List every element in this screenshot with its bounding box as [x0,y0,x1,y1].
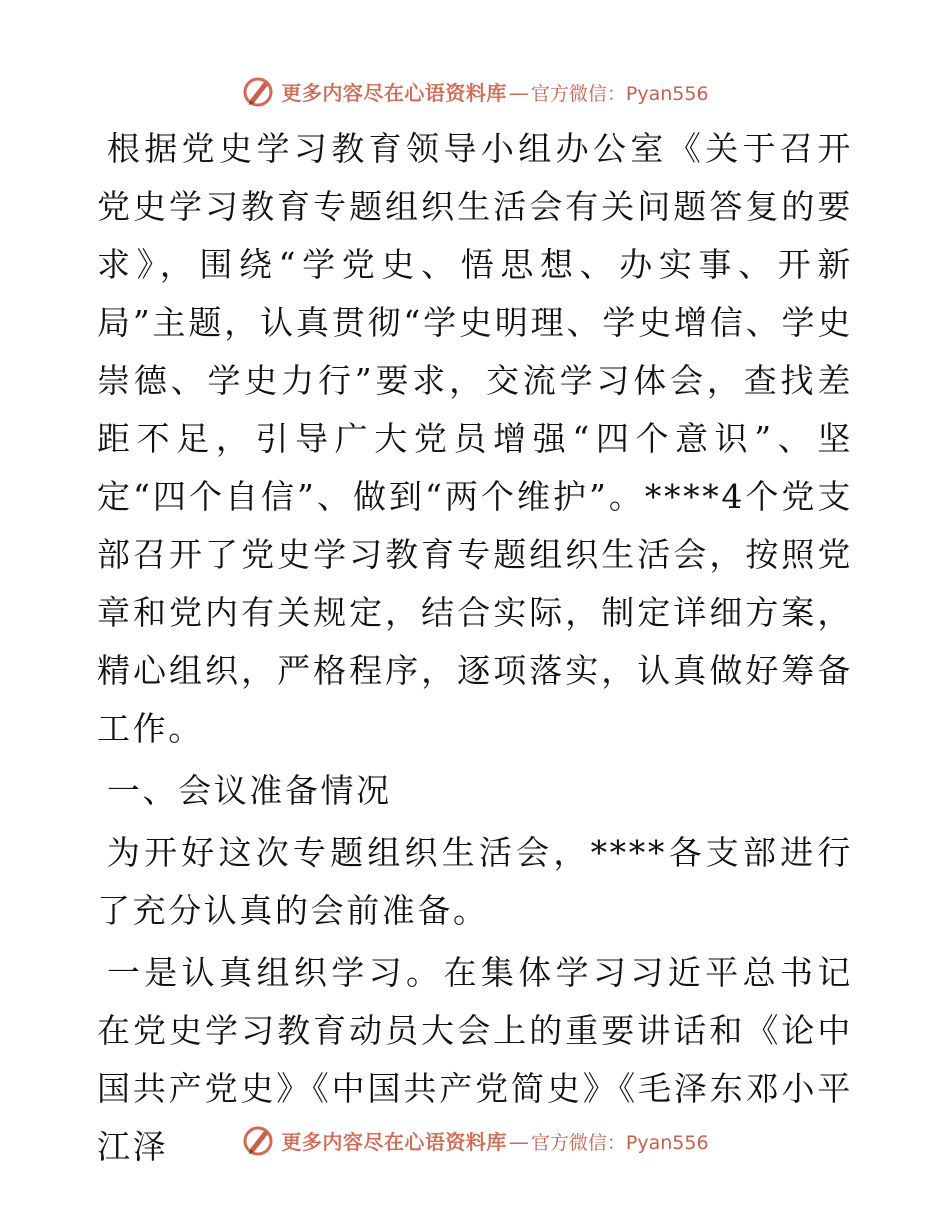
footer-watermark [0,1120,950,1160]
watermark-wechat-text: 官方微信：Pyan556 [530,82,709,105]
watermark-text [281,77,708,106]
watermark-separator: — [508,80,529,105]
section-heading: 一、会议准备情况 [106,771,392,810]
watermark-main-text: 更多内容尽在心语资料库 [281,80,507,105]
paragraph-intro: 根据党史学习教育领导小组办公室《关于召开党史学习教育专题组织生活会有关问题答复的要求》，围绕“学党史、悟思想、办实事、开新局”主题，认真贯彻“学史明理、学史增信、学史崇德、学史力行”要求，交流学习体会，查找差距不足，引导广大党员增强“四个意识”、坚定“四个自信”、做到“两个维护”。****4个党支部召开了党史学习教育专题组织生活会，按照党章和党内有关规定，结合实际，制定详细方案，精心组织，严格程序，逐项落实，认真做好筹备工作。 [97,129,853,748]
paragraph-study: 一是认真组织学习。在集体学习习近平总书记在党史学习教育动员大会上的重要讲话和《论中国共产党史》《中国共产党简史》《毛泽东邓小平江泽 [97,953,853,1166]
header-watermark [0,71,950,111]
paragraph-preparation: 为开好这次专题组织生活会，****各支部进行了充分认真的会前准备。 [97,833,853,930]
watermark-text [281,1126,708,1155]
watermark-wechat-text: 官方微信：Pyan556 [530,1131,709,1154]
pen-circle-logo-icon [241,1123,275,1157]
watermark-group [241,74,708,108]
watermark-main-text: 更多内容尽在心语资料库 [281,1129,507,1154]
watermark-group [241,1123,708,1157]
pen-circle-logo-icon [241,74,275,108]
watermark-separator: — [508,1129,529,1154]
